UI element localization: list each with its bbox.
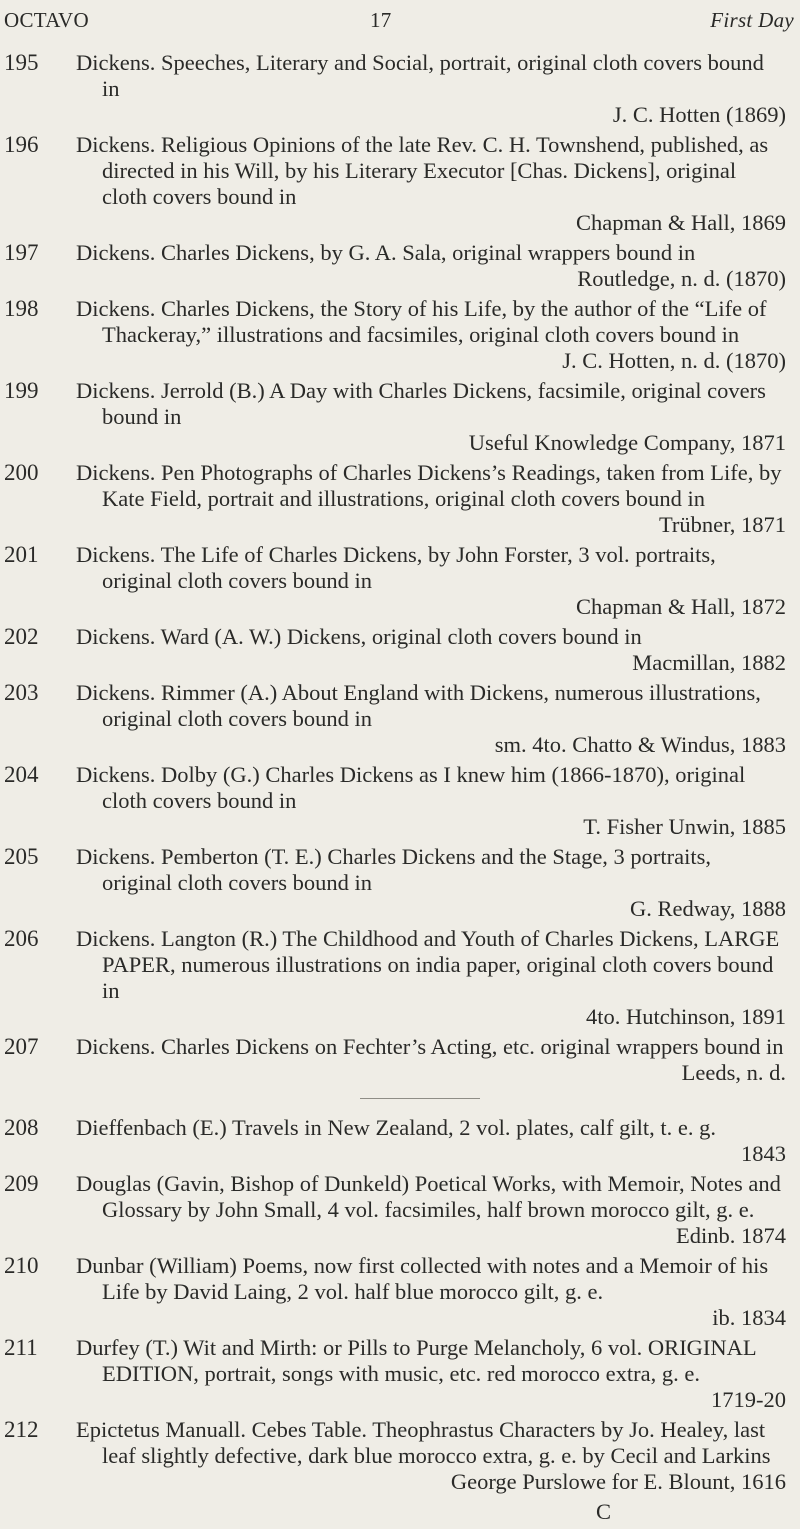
entry-publisher: Routledge, n. d. (1870) bbox=[577, 266, 786, 291]
entry-description: Dickens. Langton (R.) The Childhood and Youth of Charles Dickens, LARGE PAPER, numerous illustrations on india paper, original cloth covers bound in bbox=[76, 926, 780, 1003]
lot-number: 207 bbox=[4, 1034, 39, 1059]
signature-letter: C bbox=[596, 1499, 612, 1524]
entry-publisher: Macmillan, 1882 bbox=[632, 650, 786, 675]
entry-description: Dickens. Dolby (G.) Charles Dickens as I knew him (1866-1870), original cloth covers bound in bbox=[76, 762, 746, 813]
entry-description: Dickens. Ward (A. W.) Dickens, original cloth covers bound in bbox=[76, 624, 642, 649]
entry-description: Dickens. Charles Dickens, by G. A. Sala, original wrappers bound in bbox=[76, 240, 696, 265]
page-number: 17 bbox=[370, 8, 392, 32]
entry-publisher: Useful Knowledge Company, 1871 bbox=[468, 430, 786, 455]
lot-number: 201 bbox=[4, 542, 39, 567]
entry-publisher: Leeds, n. d. bbox=[681, 1060, 786, 1085]
entry-publisher: G. Redway, 1888 bbox=[629, 896, 786, 921]
entry-description: Dickens. Religious Opinions of the late Rev. C. H. Townshend, published, as directed in his Will, by his Literary Executor [Chas. Dickens], original cloth covers bound in bbox=[76, 132, 769, 209]
signature-mark bbox=[0, 1499, 800, 1525]
entry-publisher: 1719-20 bbox=[711, 1387, 786, 1412]
entry-description: Durfey (T.) Wit and Mirth: or Pills to Purge Melancholy, 6 vol. ORIGINAL EDITION, portrait, songs with music, etc. red morocco extra, g. e. bbox=[76, 1335, 756, 1386]
catalogue-entry bbox=[0, 1171, 800, 1249]
lot-number: 211 bbox=[4, 1335, 38, 1360]
entry-description: Dickens. Pen Photographs of Charles Dickens’s Readings, taken from Life, by Kate Field, portrait and illustrations, original cloth covers bound in bbox=[76, 460, 782, 511]
lot-number: 197 bbox=[4, 240, 39, 265]
entry-description: Dickens. Rimmer (A.) About England with Dickens, numerous illustrations, original cloth covers bound in bbox=[76, 680, 761, 731]
entry-description: Dickens. Charles Dickens on Fechter’s Acting, etc. original wrappers bound in bbox=[76, 1034, 784, 1059]
entry-publisher: ib. 1834 bbox=[712, 1305, 786, 1330]
entry-publisher: J. C. Hotten (1869) bbox=[612, 102, 786, 127]
lot-number: 195 bbox=[4, 50, 39, 75]
lot-number: 198 bbox=[4, 296, 39, 321]
header-sale-day: First Day bbox=[710, 8, 794, 32]
catalogue-entry bbox=[0, 132, 800, 236]
entry-publisher: George Purslowe for E. Blount, 1616 bbox=[450, 1469, 786, 1494]
page-header bbox=[4, 8, 794, 38]
lot-number: 206 bbox=[4, 926, 39, 951]
lot-number: 209 bbox=[4, 1171, 39, 1196]
catalogue-entry bbox=[0, 1417, 800, 1495]
catalogue-entry bbox=[0, 1115, 800, 1167]
catalogue-entry bbox=[0, 1253, 800, 1331]
catalogue-entry bbox=[0, 1335, 800, 1413]
catalogue-entry bbox=[0, 624, 800, 676]
catalogue-entry bbox=[0, 680, 800, 758]
catalogue-entry bbox=[0, 844, 800, 922]
lot-number: 199 bbox=[4, 378, 39, 403]
lot-number: 203 bbox=[4, 680, 39, 705]
catalogue-entry bbox=[0, 50, 800, 128]
lot-number: 200 bbox=[4, 460, 39, 485]
entry-publisher: T. Fisher Unwin, 1885 bbox=[583, 814, 786, 839]
entry-description: Dieffenbach (E.) Travels in New Zealand, 2 vol. plates, calf gilt, t. e. g. bbox=[76, 1115, 717, 1140]
entry-publisher: Chapman & Hall, 1872 bbox=[576, 594, 786, 619]
entry-description: Douglas (Gavin, Bishop of Dunkeld) Poetical Works, with Memoir, Notes and Glossary by John Small, 4 vol. facsimiles, half brown morocco gilt, g. e. bbox=[76, 1171, 781, 1222]
catalogue-entry bbox=[0, 926, 800, 1030]
catalogue-entry bbox=[0, 378, 800, 456]
catalogue-entry bbox=[0, 1034, 800, 1086]
catalogue-entry bbox=[0, 460, 800, 538]
entry-publisher: J. C. Hotten, n. d. (1870) bbox=[562, 348, 786, 373]
header-format: OCTAVO bbox=[4, 8, 89, 32]
catalogue-entry bbox=[0, 296, 800, 374]
entry-description: Dickens. Charles Dickens, the Story of his Life, by the author of the “Life of Thackeray,” illustrations and facsimiles, original cloth covers bound in bbox=[76, 296, 767, 347]
entry-publisher: Edinb. 1874 bbox=[676, 1223, 786, 1248]
entry-description: Dickens. Pemberton (T. E.) Charles Dickens and the Stage, 3 portraits, original cloth covers bound in bbox=[76, 844, 712, 895]
lot-number: 196 bbox=[4, 132, 39, 157]
lot-number: 205 bbox=[4, 844, 39, 869]
entry-publisher: Chapman & Hall, 1869 bbox=[576, 210, 786, 235]
entry-description: Dickens. Speeches, Literary and Social, portrait, original cloth covers bound in bbox=[76, 50, 764, 101]
entry-description: Dickens. Jerrold (B.) A Day with Charles Dickens, facsimile, original covers bound in bbox=[76, 378, 766, 429]
entry-description: Dunbar (William) Poems, now first collected with notes and a Memoir of his Life by David Laing, 2 vol. half blue morocco gilt, g. e. bbox=[76, 1253, 769, 1304]
lot-number: 208 bbox=[4, 1115, 39, 1140]
lot-number: 210 bbox=[4, 1253, 39, 1278]
lot-number: 204 bbox=[4, 762, 39, 787]
catalogue-entry bbox=[0, 542, 800, 620]
catalogue-entries bbox=[0, 50, 800, 1529]
catalogue-entry bbox=[0, 762, 800, 840]
entry-publisher: sm. 4to. Chatto & Windus, 1883 bbox=[494, 732, 786, 757]
entry-publisher: 1843 bbox=[741, 1141, 786, 1166]
entry-description: Epictetus Manuall. Cebes Table. Theophrastus Characters by Jo. Healey, last leaf slightly defective, dark blue morocco extra, g. e. by Cecil and Larkins bbox=[76, 1417, 771, 1468]
entry-publisher: 4to. Hutchinson, 1891 bbox=[586, 1004, 786, 1029]
section-divider bbox=[360, 1098, 480, 1099]
catalogue-entry bbox=[0, 240, 800, 292]
lot-number: 212 bbox=[4, 1417, 39, 1442]
entry-publisher: Trübner, 1871 bbox=[658, 512, 786, 537]
entry-description: Dickens. The Life of Charles Dickens, by John Forster, 3 vol. portraits, original cloth covers bound in bbox=[76, 542, 716, 593]
lot-number: 202 bbox=[4, 624, 39, 649]
